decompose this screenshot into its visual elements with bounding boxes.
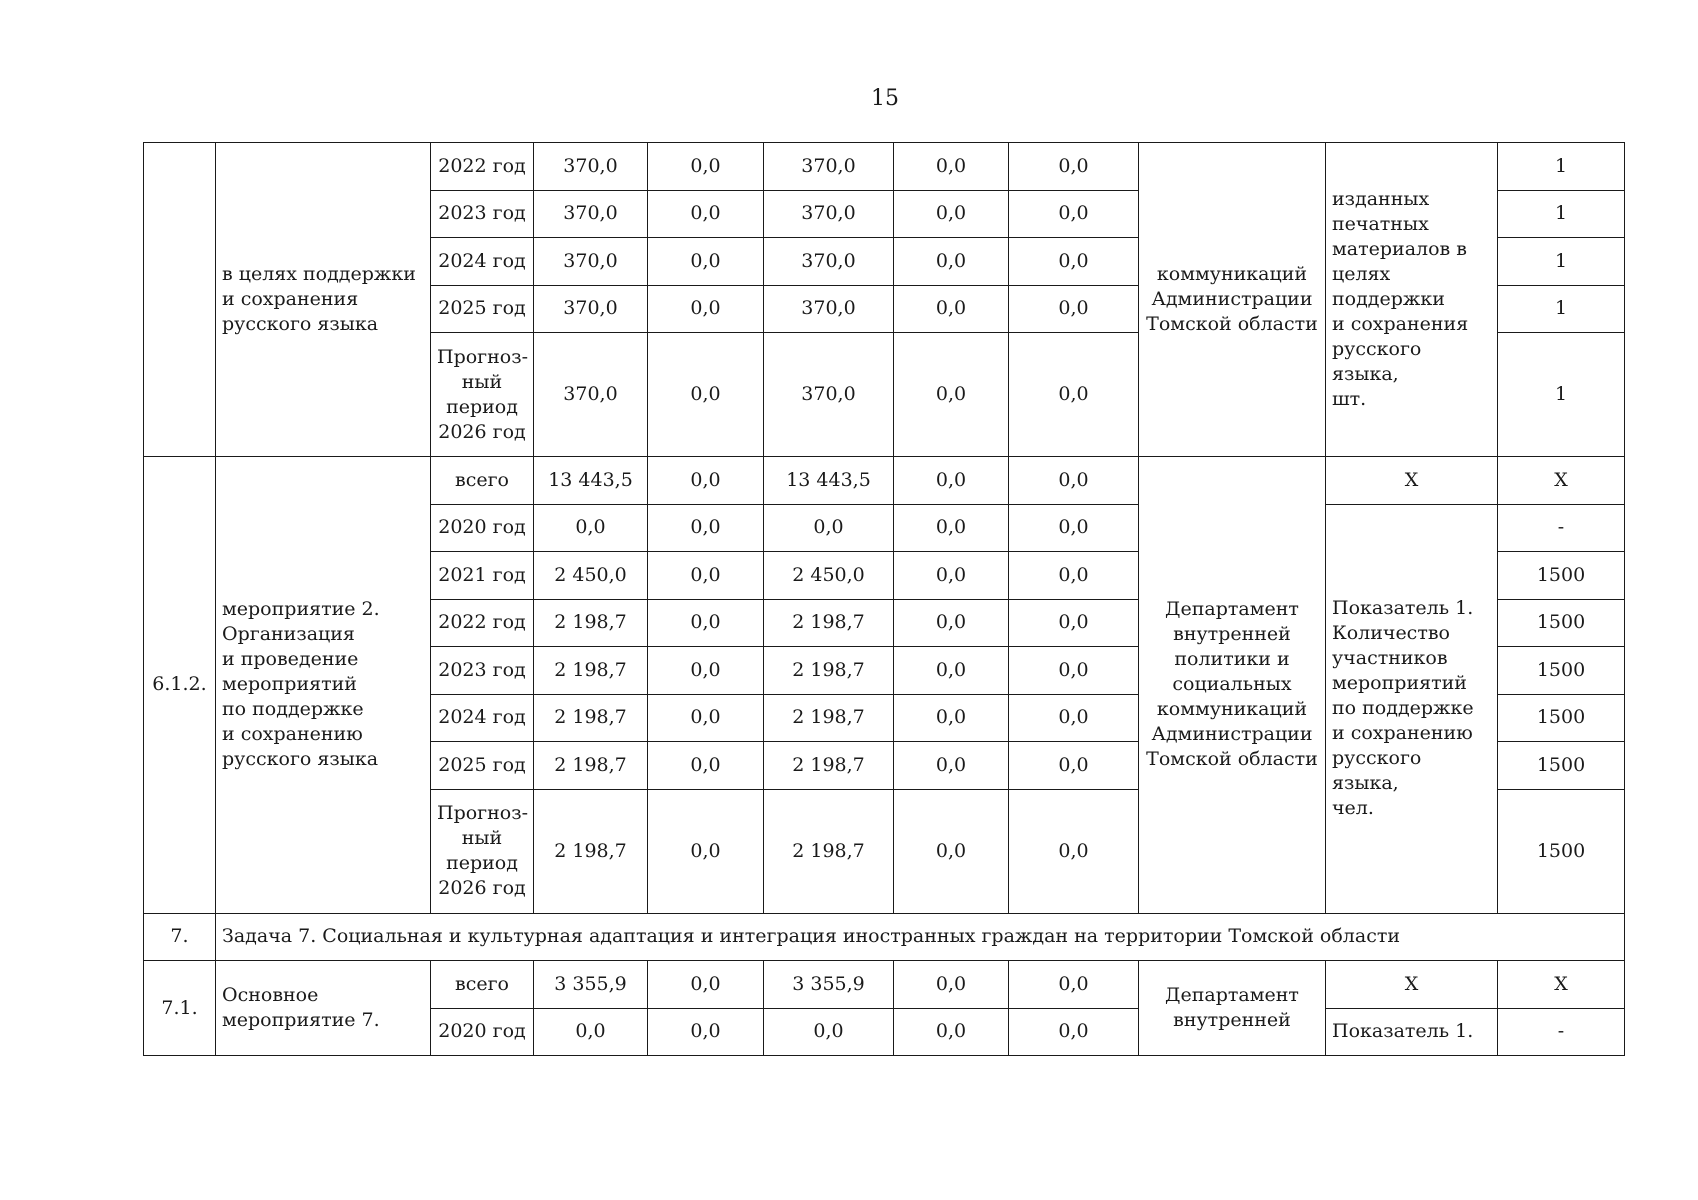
- indicator-cell: Показатель 1.: [1326, 1008, 1498, 1056]
- federal-cell: 0,0: [648, 694, 764, 742]
- total-cell: 370,0: [534, 285, 648, 333]
- table-row: [144, 143, 1625, 191]
- other-cell: 0,0: [1009, 1008, 1139, 1056]
- federal-cell: 0,0: [648, 333, 764, 457]
- federal-cell: 0,0: [648, 599, 764, 647]
- other-cell: 0,0: [1009, 143, 1139, 191]
- local-cell: 0,0: [894, 961, 1009, 1009]
- regional-cell: 370,0: [764, 238, 894, 286]
- total-cell: 370,0: [534, 238, 648, 286]
- total-cell: 2 198,7: [534, 647, 648, 695]
- period-cell: Прогноз- ный период 2026 год: [431, 333, 534, 457]
- regional-cell: 2 450,0: [764, 552, 894, 600]
- federal-cell: 0,0: [648, 457, 764, 505]
- budget-table: [143, 142, 1625, 1056]
- local-cell: 0,0: [894, 647, 1009, 695]
- period-cell: 2020 год: [431, 504, 534, 552]
- regional-cell: 370,0: [764, 143, 894, 191]
- local-cell: 0,0: [894, 504, 1009, 552]
- other-cell: 0,0: [1009, 647, 1139, 695]
- total-cell: 2 450,0: [534, 552, 648, 600]
- local-cell: 0,0: [894, 190, 1009, 238]
- total-cell: 3 355,9: [534, 961, 648, 1009]
- indicator-value-cell: 1500: [1498, 694, 1625, 742]
- responsible-cell: Департамент внутренней политики и социальных коммуникаций Администрации Томской области: [1139, 457, 1326, 914]
- other-cell: 0,0: [1009, 504, 1139, 552]
- indicator-value-cell: -: [1498, 1008, 1625, 1056]
- indicator-value-cell: 1: [1498, 238, 1625, 286]
- regional-cell: 370,0: [764, 333, 894, 457]
- period-cell: Прогноз- ный период 2026 год: [431, 789, 534, 913]
- federal-cell: 0,0: [648, 285, 764, 333]
- federal-cell: 0,0: [648, 742, 764, 790]
- other-cell: 0,0: [1009, 333, 1139, 457]
- local-cell: 0,0: [894, 742, 1009, 790]
- indicator-value-cell: 1500: [1498, 552, 1625, 600]
- indicator-value-cell: Х: [1498, 961, 1625, 1009]
- table-body: [144, 143, 1625, 1056]
- indicator-value-cell: 1500: [1498, 742, 1625, 790]
- period-cell: 2022 год: [431, 143, 534, 191]
- total-cell: 2 198,7: [534, 694, 648, 742]
- indicator-value-cell: 1500: [1498, 647, 1625, 695]
- period-cell: 2021 год: [431, 552, 534, 600]
- other-cell: 0,0: [1009, 552, 1139, 600]
- total-cell: 2 198,7: [534, 742, 648, 790]
- total-cell: 370,0: [534, 333, 648, 457]
- other-cell: 0,0: [1009, 694, 1139, 742]
- other-cell: 0,0: [1009, 238, 1139, 286]
- federal-cell: 0,0: [648, 789, 764, 913]
- task-row: [144, 913, 1625, 961]
- row-number-cell: [144, 143, 216, 457]
- total-cell: 0,0: [534, 504, 648, 552]
- local-cell: 0,0: [894, 285, 1009, 333]
- task-title-cell: Задача 7. Социальная и культурная адаптация и интеграция иностранных граждан на территории Томской области: [216, 913, 1625, 961]
- indicator-value-cell: Х: [1498, 457, 1625, 505]
- regional-cell: 0,0: [764, 1008, 894, 1056]
- indicator-value-cell: -: [1498, 504, 1625, 552]
- federal-cell: 0,0: [648, 504, 764, 552]
- local-cell: 0,0: [894, 143, 1009, 191]
- period-cell: 2024 год: [431, 238, 534, 286]
- total-cell: 370,0: [534, 190, 648, 238]
- federal-cell: 0,0: [648, 961, 764, 1009]
- period-cell: 2022 год: [431, 599, 534, 647]
- period-cell: 2025 год: [431, 742, 534, 790]
- period-cell: 2023 год: [431, 647, 534, 695]
- indicator-value-cell: 1500: [1498, 789, 1625, 913]
- local-cell: 0,0: [894, 333, 1009, 457]
- row-number-cell: 7.1.: [144, 961, 216, 1056]
- other-cell: 0,0: [1009, 457, 1139, 505]
- federal-cell: 0,0: [648, 143, 764, 191]
- total-cell: 2 198,7: [534, 789, 648, 913]
- regional-cell: 2 198,7: [764, 742, 894, 790]
- indicator-value-cell: 1: [1498, 190, 1625, 238]
- other-cell: 0,0: [1009, 285, 1139, 333]
- federal-cell: 0,0: [648, 647, 764, 695]
- total-cell: 0,0: [534, 1008, 648, 1056]
- indicator-cell: Х: [1326, 457, 1498, 505]
- regional-cell: 3 355,9: [764, 961, 894, 1009]
- local-cell: 0,0: [894, 789, 1009, 913]
- indicator-value-cell: 1: [1498, 285, 1625, 333]
- table-row: [144, 457, 1625, 505]
- indicator-cell: изданных печатных материалов в целях поддержки и сохранения русского языка, шт.: [1326, 143, 1498, 457]
- responsible-cell: Департамент внутренней: [1139, 961, 1326, 1056]
- indicator-cell: Показатель 1. Количество участников мероприятий по поддержке и сохранению русского языка, чел.: [1326, 504, 1498, 913]
- local-cell: 0,0: [894, 552, 1009, 600]
- other-cell: 0,0: [1009, 961, 1139, 1009]
- regional-cell: 370,0: [764, 190, 894, 238]
- indicator-cell: Х: [1326, 961, 1498, 1009]
- period-cell: всего: [431, 961, 534, 1009]
- regional-cell: 2 198,7: [764, 789, 894, 913]
- period-cell: 2020 год: [431, 1008, 534, 1056]
- regional-cell: 13 443,5: [764, 457, 894, 505]
- local-cell: 0,0: [894, 238, 1009, 286]
- page-number: 15: [871, 86, 899, 111]
- local-cell: 0,0: [894, 599, 1009, 647]
- total-cell: 13 443,5: [534, 457, 648, 505]
- local-cell: 0,0: [894, 1008, 1009, 1056]
- activity-name-cell: мероприятие 2. Организация и проведение мероприятий по поддержке и сохранению русского языка: [216, 457, 431, 914]
- regional-cell: 2 198,7: [764, 599, 894, 647]
- table-row: [144, 961, 1625, 1009]
- other-cell: 0,0: [1009, 742, 1139, 790]
- activity-name-cell: в целях поддержки и сохранения русского языка: [216, 143, 431, 457]
- other-cell: 0,0: [1009, 599, 1139, 647]
- period-cell: 2023 год: [431, 190, 534, 238]
- federal-cell: 0,0: [648, 190, 764, 238]
- regional-cell: 0,0: [764, 504, 894, 552]
- other-cell: 0,0: [1009, 190, 1139, 238]
- regional-cell: 2 198,7: [764, 694, 894, 742]
- federal-cell: 0,0: [648, 238, 764, 286]
- period-cell: 2024 год: [431, 694, 534, 742]
- local-cell: 0,0: [894, 457, 1009, 505]
- federal-cell: 0,0: [648, 1008, 764, 1056]
- activity-name-cell: Основное мероприятие 7.: [216, 961, 431, 1056]
- regional-cell: 370,0: [764, 285, 894, 333]
- indicator-value-cell: 1500: [1498, 599, 1625, 647]
- task-number-cell: 7.: [144, 913, 216, 961]
- responsible-cell: коммуникаций Администрации Томской области: [1139, 143, 1326, 457]
- federal-cell: 0,0: [648, 552, 764, 600]
- local-cell: 0,0: [894, 694, 1009, 742]
- regional-cell: 2 198,7: [764, 647, 894, 695]
- period-cell: всего: [431, 457, 534, 505]
- period-cell: 2025 год: [431, 285, 534, 333]
- total-cell: 2 198,7: [534, 599, 648, 647]
- indicator-value-cell: 1: [1498, 333, 1625, 457]
- row-number-cell: 6.1.2.: [144, 457, 216, 914]
- total-cell: 370,0: [534, 143, 648, 191]
- indicator-value-cell: 1: [1498, 143, 1625, 191]
- other-cell: 0,0: [1009, 789, 1139, 913]
